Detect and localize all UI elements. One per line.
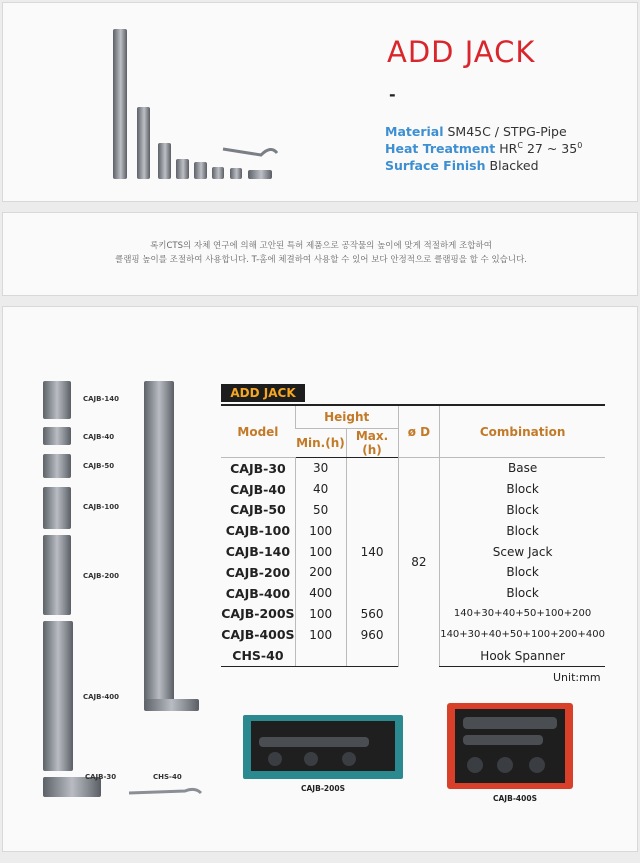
part-cajb-140	[43, 381, 71, 419]
part-label: CAJB-50	[83, 462, 115, 470]
header-min: Min.(h)	[295, 429, 346, 458]
page-title: ADD JACK	[387, 35, 536, 69]
part-cajb-50	[43, 454, 71, 478]
spec-material	[385, 124, 567, 139]
table-row: CAJB-400S 100 960 140+30+40+50+100+200+400	[221, 624, 605, 645]
spec-key: Material	[385, 124, 444, 139]
table-row: CAJB-100 100 Block	[221, 520, 605, 541]
case-cajb-400s-image	[445, 699, 575, 793]
table-row: CAJB-50 50 Block	[221, 500, 605, 521]
part-cajb-100	[43, 487, 71, 529]
header-max: Max.(h)	[346, 429, 398, 458]
assembled-jack-base	[144, 699, 199, 711]
part-cajb-40	[43, 427, 71, 445]
part-label: CAJB-140	[83, 395, 120, 403]
spec-key: Heat Treatment	[385, 141, 496, 157]
header-panel	[2, 2, 638, 202]
spec-surface	[385, 158, 539, 173]
header-d: ø D	[398, 405, 440, 458]
header-height: Height	[295, 405, 398, 429]
spec-table	[221, 404, 605, 667]
part-cajb-400	[43, 621, 73, 771]
table-row: CAJB-400 400 Block	[221, 583, 605, 604]
table-row: CAJB-140 100 140 Scew Jack	[221, 541, 605, 562]
part-label: CAJB-30	[85, 773, 117, 781]
case-cajb-200s-image	[241, 709, 407, 783]
header-combination: Combination	[440, 405, 605, 458]
spec-heat	[385, 141, 582, 156]
description-line-2: 클램핑 높이를 조절하여 사용합니다. T-홈에 체결하여 사용할 수 있어 보다 안정적으로 클램핑을 할 수 있습니다.	[115, 255, 527, 265]
spec-value: Blacked	[489, 158, 539, 173]
table-row: CAJB-30 30 82 Base	[221, 458, 605, 479]
unit-label: Unit:mm	[553, 671, 601, 684]
d-value: 82	[398, 458, 440, 667]
part-label: CAJB-200	[83, 572, 120, 580]
details-panel	[2, 306, 638, 852]
part-cajb-200	[43, 535, 71, 615]
assembled-jack	[144, 381, 174, 701]
spec-value: SM45C / STPG-Pipe	[447, 124, 567, 139]
table-row: CAJB-200S 100 560 140+30+40+50+100+200	[221, 604, 605, 625]
part-label: CAJB-400	[83, 693, 120, 701]
description-panel	[2, 212, 638, 296]
description-line-1: 록키CTS의 자체 연구에 의해 고안된 특허 제품으로 공작물의 높이에 맞게 적절하게 조합하여	[150, 241, 492, 251]
part-label: CAJB-100	[83, 503, 120, 511]
spec-value: $HR^C$ 27 ~ $35^0$	[499, 141, 583, 157]
case-label: CAJB-200S	[301, 784, 345, 793]
table-row: CAJB-200 200 Block	[221, 562, 605, 583]
case-label: CAJB-400S	[493, 794, 537, 803]
hook-spanner-image	[125, 785, 205, 799]
part-label: CAJB-40	[83, 433, 115, 441]
table-row: CAJB-40 40 Block	[221, 479, 605, 500]
part-label: CHS-40	[153, 773, 182, 781]
spec-key: Surface Finish	[385, 158, 486, 173]
table-title: ADD JACK	[221, 384, 305, 402]
header-model: Model	[221, 405, 295, 458]
title-dash: -	[389, 85, 396, 104]
product-group-image	[103, 25, 283, 185]
table-row: CHS-40 Hook Spanner	[221, 645, 605, 666]
